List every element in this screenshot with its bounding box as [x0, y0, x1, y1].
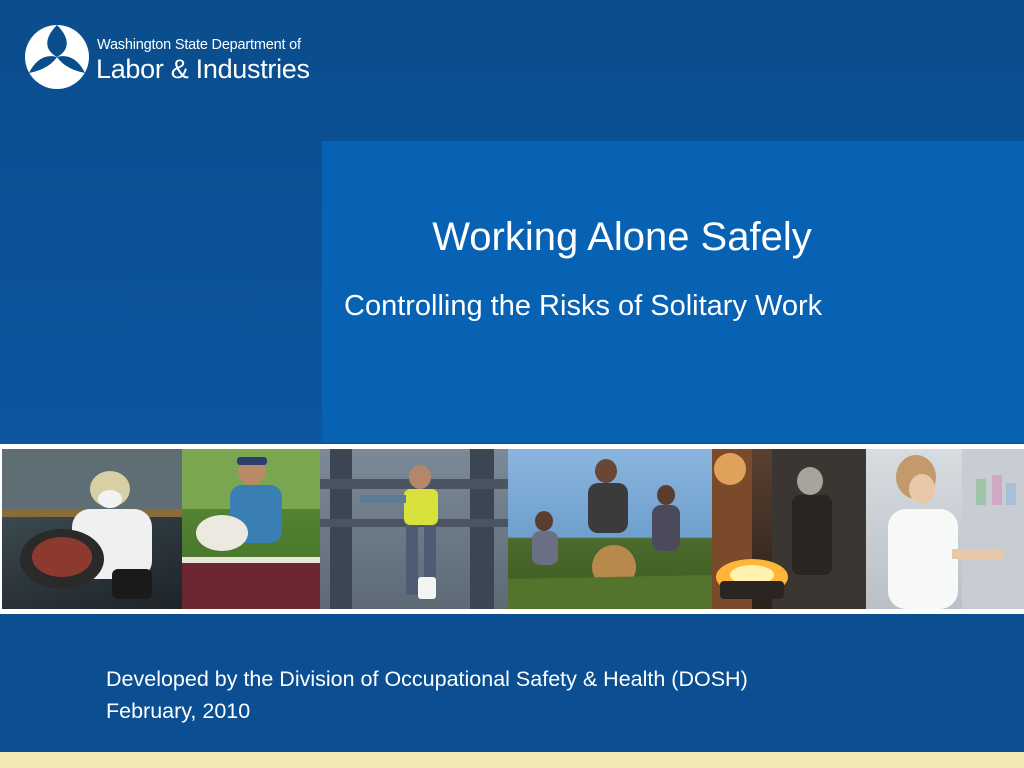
footer-developed-by: Developed by the Division of Occupational Safety & Health (DOSH): [106, 667, 748, 691]
lni-logo-mark-icon: [24, 24, 90, 90]
construction-worker-vest-photo: [320, 449, 508, 609]
footer-accent-strip: [0, 752, 1024, 768]
slide-title: Working Alone Safely: [432, 215, 812, 259]
farm-worker-cherries-photo: [182, 449, 320, 609]
logo-agency-name: Labor & Industries: [96, 54, 310, 84]
foundry-worker-molten-metal-photo: [712, 449, 866, 609]
slide-subtitle: Controlling the Risks of Solitary Work: [344, 290, 823, 322]
footer-date: February, 2010: [106, 699, 251, 723]
lni-logo: [24, 24, 324, 94]
worker-respirator-grinding-photo: [2, 449, 182, 609]
footer-band: [0, 614, 1024, 752]
lab-technician-photo: [866, 449, 1024, 609]
field-workers-harvest-photo: [508, 449, 712, 609]
photo-strip: [0, 444, 1024, 614]
logo-agency-line: Washington State Department of: [97, 37, 301, 53]
